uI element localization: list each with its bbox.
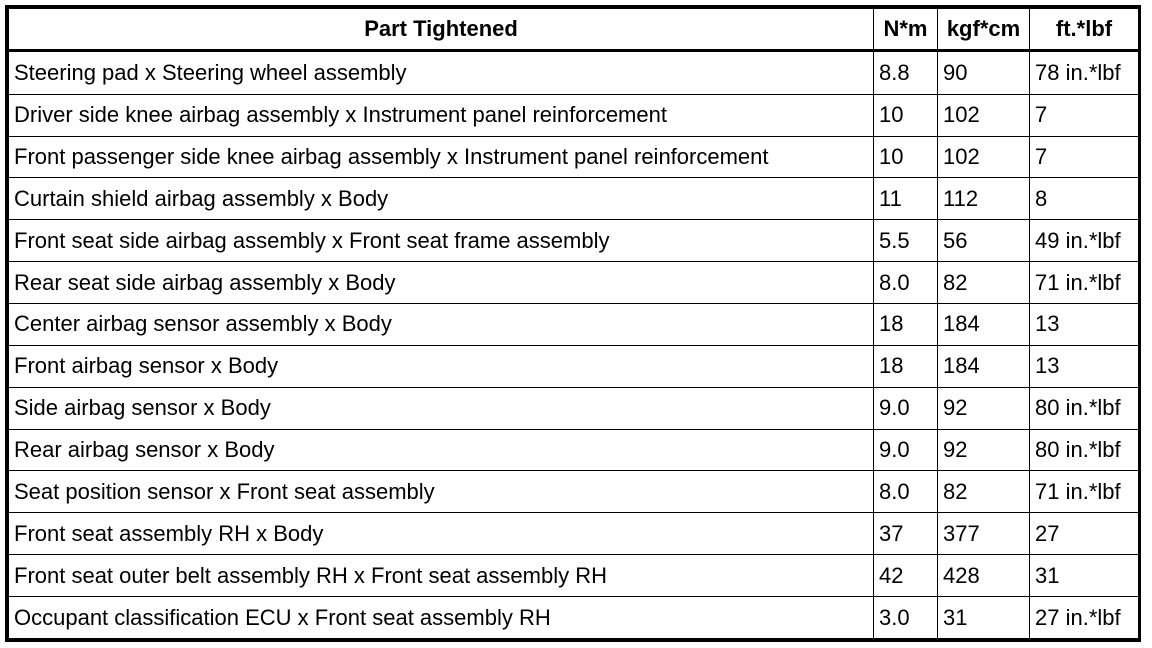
cell-ft-lbf: 71 in.*lbf xyxy=(1030,471,1139,513)
cell-kgf-cm: 428 xyxy=(938,555,1030,597)
cell-ft-lbf: 31 xyxy=(1030,555,1139,597)
cell-kgf-cm: 92 xyxy=(938,429,1030,471)
cell-nm: 10 xyxy=(874,94,938,136)
cell-kgf-cm: 184 xyxy=(938,345,1030,387)
table-row xyxy=(9,429,1139,471)
cell-kgf-cm: 92 xyxy=(938,387,1030,429)
header-nm: N*m xyxy=(874,9,938,51)
cell-part: Front seat outer belt assembly RH x Front seat assembly RH xyxy=(9,555,874,597)
cell-nm: 3.0 xyxy=(874,597,938,639)
cell-part: Front seat assembly RH x Body xyxy=(9,513,874,555)
cell-ft-lbf: 71 in.*lbf xyxy=(1030,262,1139,304)
cell-ft-lbf: 13 xyxy=(1030,303,1139,345)
cell-kgf-cm: 102 xyxy=(938,94,1030,136)
header-part-tightened: Part Tightened xyxy=(9,9,874,51)
cell-kgf-cm: 102 xyxy=(938,136,1030,178)
cell-part: Rear airbag sensor x Body xyxy=(9,429,874,471)
cell-ft-lbf: 78 in.*lbf xyxy=(1030,51,1139,95)
table-header-row xyxy=(9,9,1139,51)
table-row xyxy=(9,136,1139,178)
cell-part: Front passenger side knee airbag assembly x Instrument panel reinforcement xyxy=(9,136,874,178)
table-row xyxy=(9,178,1139,220)
cell-nm: 8.0 xyxy=(874,262,938,304)
cell-kgf-cm: 82 xyxy=(938,471,1030,513)
cell-ft-lbf: 27 xyxy=(1030,513,1139,555)
cell-nm: 42 xyxy=(874,555,938,597)
table-row xyxy=(9,303,1139,345)
cell-kgf-cm: 112 xyxy=(938,178,1030,220)
cell-nm: 9.0 xyxy=(874,429,938,471)
cell-kgf-cm: 184 xyxy=(938,303,1030,345)
cell-part: Driver side knee airbag assembly x Instrument panel reinforcement xyxy=(9,94,874,136)
torque-specification-table xyxy=(8,8,1139,639)
cell-part: Front seat side airbag assembly x Front seat frame assembly xyxy=(9,220,874,262)
cell-kgf-cm: 377 xyxy=(938,513,1030,555)
header-kgf-cm: kgf*cm xyxy=(938,9,1030,51)
cell-nm: 5.5 xyxy=(874,220,938,262)
table-row xyxy=(9,387,1139,429)
header-ft-lbf: ft.*lbf xyxy=(1030,9,1139,51)
cell-nm: 11 xyxy=(874,178,938,220)
table-row xyxy=(9,262,1139,304)
cell-part: Rear seat side airbag assembly x Body xyxy=(9,262,874,304)
cell-nm: 9.0 xyxy=(874,387,938,429)
cell-part: Curtain shield airbag assembly x Body xyxy=(9,178,874,220)
cell-nm: 37 xyxy=(874,513,938,555)
cell-nm: 8.0 xyxy=(874,471,938,513)
cell-kgf-cm: 90 xyxy=(938,51,1030,95)
cell-kgf-cm: 31 xyxy=(938,597,1030,639)
cell-kgf-cm: 56 xyxy=(938,220,1030,262)
cell-ft-lbf: 7 xyxy=(1030,94,1139,136)
cell-nm: 8.8 xyxy=(874,51,938,95)
cell-kgf-cm: 82 xyxy=(938,262,1030,304)
cell-ft-lbf: 27 in.*lbf xyxy=(1030,597,1139,639)
table-row xyxy=(9,555,1139,597)
cell-part: Occupant classification ECU x Front seat assembly RH xyxy=(9,597,874,639)
cell-ft-lbf: 49 in.*lbf xyxy=(1030,220,1139,262)
cell-ft-lbf: 7 xyxy=(1030,136,1139,178)
cell-ft-lbf: 80 in.*lbf xyxy=(1030,429,1139,471)
table-row xyxy=(9,345,1139,387)
cell-part: Steering pad x Steering wheel assembly xyxy=(9,51,874,95)
table-row xyxy=(9,94,1139,136)
cell-part: Side airbag sensor x Body xyxy=(9,387,874,429)
cell-nm: 18 xyxy=(874,345,938,387)
table-row xyxy=(9,220,1139,262)
cell-ft-lbf: 80 in.*lbf xyxy=(1030,387,1139,429)
cell-nm: 10 xyxy=(874,136,938,178)
cell-nm: 18 xyxy=(874,303,938,345)
cell-ft-lbf: 8 xyxy=(1030,178,1139,220)
table-row xyxy=(9,597,1139,639)
table-row xyxy=(9,513,1139,555)
cell-ft-lbf: 13 xyxy=(1030,345,1139,387)
cell-part: Front airbag sensor x Body xyxy=(9,345,874,387)
torque-table-container xyxy=(5,5,1141,642)
cell-part: Center airbag sensor assembly x Body xyxy=(9,303,874,345)
cell-part: Seat position sensor x Front seat assembly xyxy=(9,471,874,513)
table-row xyxy=(9,471,1139,513)
table-row xyxy=(9,51,1139,95)
